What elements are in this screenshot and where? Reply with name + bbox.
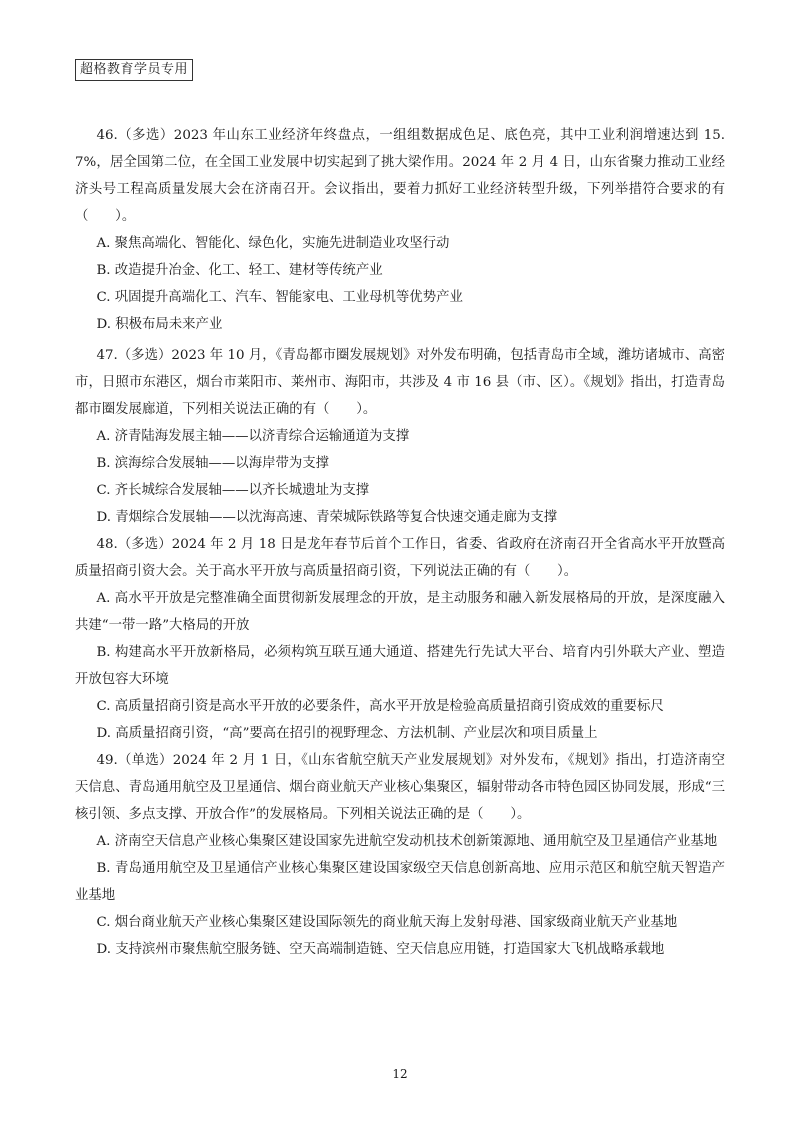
question-stem: 48.（多选）2024 年 2 月 18 日是龙年春节后首个工作日，省委、省政府在济南召开全省高水平开放暨高质量招商引资大会。关于高水平开放与高质量招商引资，下列说法正确的有（ ）。: [75, 537, 725, 579]
question-49: [75, 747, 725, 963]
option-c: C. 高质量招商引资是高水平开放的必要条件，高水平开放是检验高质量招商引资成效的重要标尺: [96, 699, 664, 714]
option-d: D. 青烟综合发展轴——以沈海高速、青荣城际铁路等复合快速交通走廊为支撑: [96, 510, 558, 525]
option-b: B. 改造提升冶金、化工、轻工、建材等传统产业: [96, 263, 383, 278]
option-c: C. 烟台商业航天产业核心集聚区建设国际领先的商业航天海上发射母港、国家级商业航天产业基地: [96, 915, 678, 930]
option-d: D. 支持滨州市聚焦航空服务链、空天高端制造链、空天信息应用链，打造国家大飞机战略承载地: [96, 942, 665, 957]
question-stem: 46.（多选）2023 年山东工业经济年终盘点，一组组数据成色足、底色亮，其中工业利润增速达到 15. 7%，居全国第二位，在全国工业发展中切实起到了挑大梁作用。2024 年 2 月 4 日，山东省聚力推动工业经济头号工程高质量发展大会在济南召开。会议指出，要着力抓好工业经济转型升级，下列举措符合要求的有（ ）。: [75, 128, 725, 224]
page-number: 12: [392, 1067, 408, 1081]
option-a: A. 高水平开放是完整准确全面贯彻新发展理念的开放，是主动服务和融入新发展格局的开放，是深度融入共建“一带一路”大格局的开放: [75, 591, 725, 633]
option-a: A. 济南空天信息产业核心集聚区建设国家先进航空发动机技术创新策源地、通用航空及卫星通信产业基地: [96, 834, 718, 849]
option-d: D. 积极布局未来产业: [96, 317, 223, 332]
option-b: B. 滨海综合发展轴——以海岸带为支撑: [96, 456, 330, 471]
option-b: B. 构建高水平开放新格局，必须构筑互联互通大通道、搭建先行先试大平台、培育内引外联大产业、塑造开放包容大环境: [75, 645, 725, 687]
option-a: A. 聚焦高端化、智能化、绿色化，实施先进制造业攻坚行动: [96, 236, 450, 251]
option-d: D. 高质量招商引资，“高”要高在招引的视野理念、方法机制、产业层次和项目质量上: [96, 726, 598, 741]
option-b: B. 青岛通用航空及卫星通信产业核心集聚区建设国家级空天信息创新高地、应用示范区和航空航天智造产业基地: [75, 861, 725, 903]
question-list: [75, 122, 725, 963]
question-46: [75, 122, 725, 338]
question-48: [75, 531, 725, 747]
header-label: 超格教育学员专用: [75, 59, 193, 81]
question-47: [75, 342, 725, 531]
option-c: C. 齐长城综合发展轴——以齐长城遗址为支撑: [96, 483, 370, 498]
question-stem: 47.（多选）2023 年 10 月，《青岛都市圈发展规划》对外发布明确，包括青岛市全域，潍坊诸城市、高密市，日照市东港区，烟台市莱阳市、莱州市、海阳市，共涉及 4 市 16 县（市、区）。《规划》指出，打造青岛都市圈发展廊道，下列相关说法正确的有（ ）。: [75, 348, 725, 417]
option-c: C. 巩固提升高端化工、汽车、智能家电、工业母机等优势产业: [96, 290, 463, 305]
option-a: A. 济青陆海发展主轴——以济青综合运输通道为支撑: [96, 429, 410, 444]
question-stem: 49.（单选）2024 年 2 月 1 日，《山东省航空航天产业发展规划》对外发布，《规划》指出，打造济南空天信息、青岛通用航空及卫星通信、烟台商业航天产业核心集聚区，辐射带动各市特色园区协同发展，形成“三核引领、多点支撑、开放合作”的发展格局。下列相关说法正确的是（ ）。: [75, 753, 725, 822]
